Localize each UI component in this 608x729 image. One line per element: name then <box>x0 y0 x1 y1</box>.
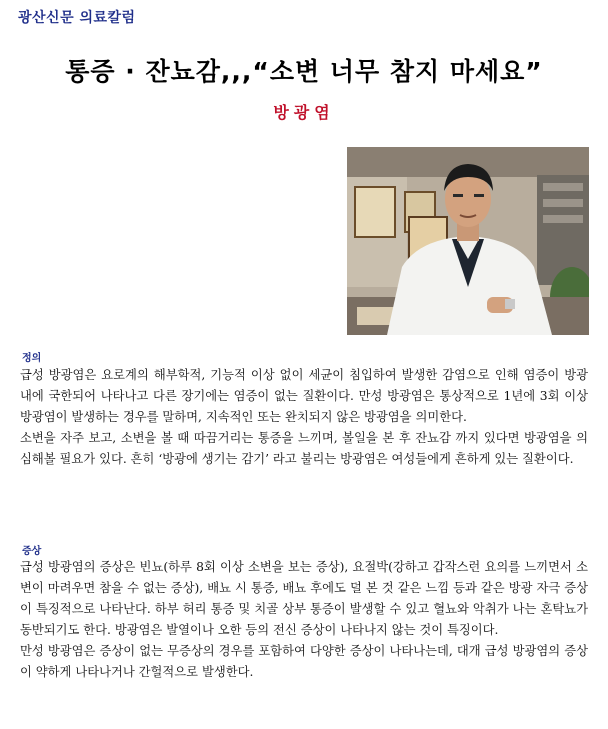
symptoms-paragraph: 만성 방광염은 증상이 없는 무증상의 경우를 포함하여 다양한 증상이 나타나는데, 대개 급성 방광염의 증상이 약하게 나타나거나 간헐적으로 발생한다. <box>20 644 588 679</box>
column-tag: 광산신문 의료칼럼 <box>18 10 136 26</box>
article-subtitle: 방광염 <box>273 103 335 122</box>
doctor-portrait-photo <box>347 147 589 335</box>
doctor-portrait-icon <box>347 147 589 335</box>
symptoms-body <box>20 557 588 683</box>
definition-paragraph: 소변을 자주 보고, 소변을 볼 때 따끔거리는 통증을 느끼며, 볼일을 본 후 잔뇨감 까지 있다면 방광염을 의심해볼 필요가 있다. 흔히 ‘방광에 생기는 감기’ 라고 불리는 방광염은 여성들에게 흔하게 있는 질환이다. <box>20 431 588 466</box>
definition-heading: 정의 <box>22 353 42 364</box>
symptoms-paragraph: 급성 방광염의 증상은 빈뇨(하루 8회 이상 소변을 보는 증상), 요절박(강하고 갑작스런 요의를 느끼면서 소변이 마려우면 참을 수 없는 증상), 배뇨 시 통증, 배뇨 후에도 덜 본 것 같은 느낌 등과 같은 방광 자극 증상이 특징적으로 나타난다. 하부 허리 통증 및 치골 상부 통증이 발생할 수 있고 혈뇨와 악취가 나는 혼탁뇨가 동반되기도 한다. 방광염은 발열이나 오한 등의 전신 증상이 나타나지 않는 것이 특징이다. <box>20 560 588 637</box>
definition-body <box>20 365 588 470</box>
article-title: 통증 · 잔뇨감,,,“소변 너무 참지 마세요” <box>65 57 543 86</box>
symptoms-heading: 증상 <box>22 546 42 557</box>
definition-paragraph: 급성 방광염은 요로계의 해부학적, 기능적 이상 없이 세균이 침입하여 발생한 감염으로 인해 염증이 방광 내에 국한되어 나타나고 다른 장기에는 염증이 없는 질환이다. 만성 방광염은 통상적으로 1년에 3회 이상 방광염이 발생하는 경우를 말하며, 지속적인 또는 완치되지 않은 방광염을 의미한다. <box>20 368 588 424</box>
